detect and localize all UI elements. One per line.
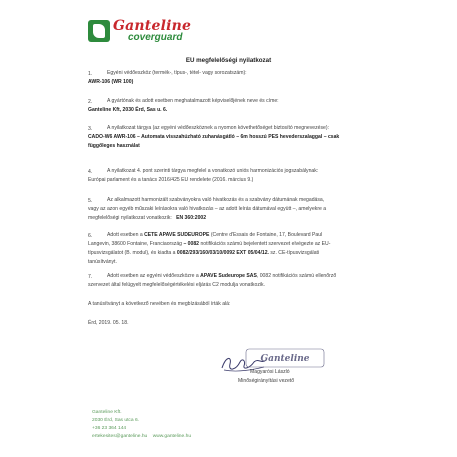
signer-title: Minőségirányítási vezető <box>238 378 295 384</box>
company-stamp-icon <box>245 348 325 368</box>
item-3-value-line1: CADO-W6 AWR-106 – Automata visszahúzható zuhanásgátló – 6m hosszú PES hevederszalaggal – csak <box>88 134 340 140</box>
signer-name: Magyarósi László <box>250 369 290 375</box>
company-logo <box>88 20 208 50</box>
item-number: 1. <box>88 71 93 77</box>
item-5-line3: megfelelőségi nyilatkozat vonatkozik: EN 360:2002 <box>88 215 207 221</box>
item-3-label: A nyilatkozat tárgya (az egyéni védőeszköznek a nyomon követhetőséget biztosító megnevezése): <box>107 125 329 131</box>
signed-for: A tanúsítványt a következő nevében és megbízásából írták alá: <box>88 301 231 307</box>
item-6-line2: Langevin, 38600 Fontaine, Franciaország – 0082 notifikációs számú bejelentett szervezet elvégezte az EU- <box>88 241 331 247</box>
logo-badge-icon <box>88 20 110 42</box>
item-number: 4. <box>88 169 93 175</box>
item-2-value: Ganteline Kft, 2030 Érd, Sas u. 6. <box>88 107 168 113</box>
item-1-label: Egyéni védőeszköz (termék-, típus-, tétel- vagy sorozatszám): <box>107 70 247 76</box>
svg-text:Ganteline: Ganteline <box>260 354 310 364</box>
item-7-line1: Adott esetben az egyéni védőeszközre a APAVE Sudeurope SAS, 0082 notifikációs számú ellenőrző <box>107 273 337 279</box>
item-4-line2: Európai parlament és a tanács 2016/425 EU rendelete (2016. március 9.) <box>88 177 254 183</box>
item-number: 7. <box>88 274 93 280</box>
footer-email[interactable]: ertekesites@ganteline.hu <box>92 434 148 439</box>
item-5-line2: vagy az azon egyéb műszaki leírásokra való hivatkozás – az adott leírás dátumával együtt –, amelyekre a <box>88 206 327 212</box>
item-7-line2: szervezet által felügyelt megfelelőségértékelési eljárás C2 modulja vonatkozik. <box>88 282 265 288</box>
item-number: 2. <box>88 99 93 105</box>
item-5-line1: Az alkalmazott harmonizált szabványokra való hivatkozás és a szabvány dátumának megadása, <box>107 197 325 203</box>
place-date: Érd, 2019. 05. 18. <box>88 320 129 326</box>
item-6-line4: tanúsítványt. <box>88 259 117 265</box>
item-number: 6. <box>88 233 93 239</box>
logo-sub: coverguard <box>128 32 183 43</box>
item-4-line1: A nyilatkozat 4. pont szerinti tárgya megfelel a vonatkozó uniós harmonizációs jogszabálynak: <box>107 168 319 174</box>
footer-contacts <box>92 433 191 441</box>
page-title: EU megfelelőségi nyilatkozat <box>185 57 272 64</box>
item-1-value: AWR-106 (WR 100) <box>88 79 134 85</box>
footer-phone: +36 23 364 144 <box>92 426 127 431</box>
footer-company: Ganteline Kft. <box>92 410 122 415</box>
standard-ref: EN 360:2002 <box>176 215 207 221</box>
item-6-line1: Adott esetben a CETE APAVE SUDEUROPE (Centre d'Essais de Fontaine, 17, Boulevard Paul <box>107 232 323 238</box>
logo-brand: Ganteline <box>113 18 192 34</box>
item-6-line3: típusvizsgálatot (B. modul), és kiadta a 0082/293/160/03/10/0092 EXT 05/04/12. sz. CE-típusvizsgálati <box>88 250 320 256</box>
footer-web[interactable]: www.ganteline.hu <box>152 434 192 439</box>
item-number: 3. <box>88 126 93 132</box>
item-2-label: A gyártónak és adott esetben meghatalmazott képviselőjének neve és címe: <box>107 98 279 104</box>
item-number: 5. <box>88 198 93 204</box>
item-3-value-line2: függőleges használat <box>88 143 140 149</box>
footer-address: 2030 Érd, Sas utca 6. <box>92 418 140 423</box>
